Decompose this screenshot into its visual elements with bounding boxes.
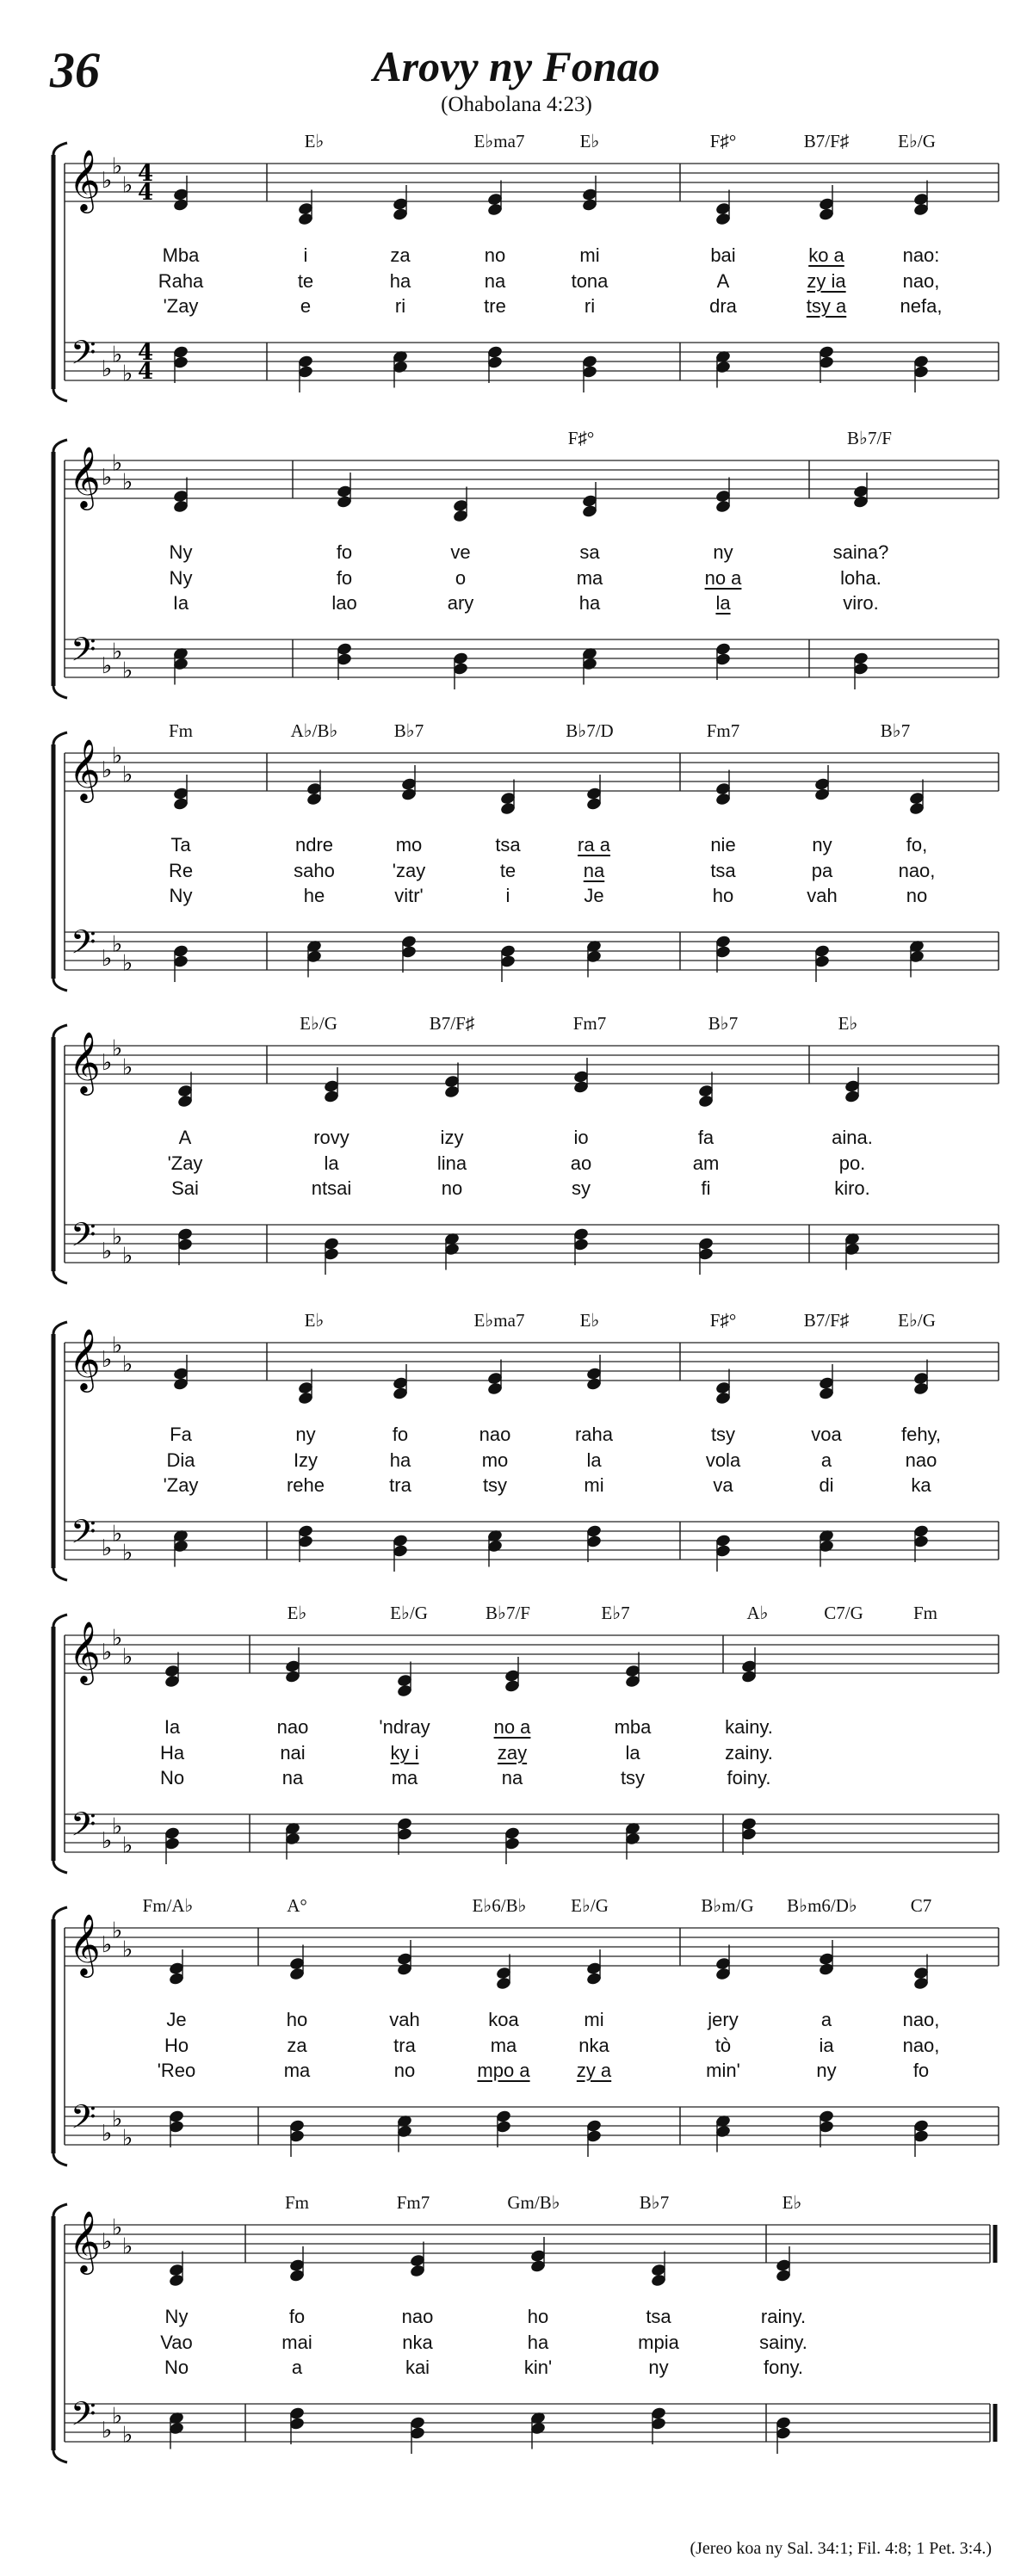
svg-text:♭: ♭: [112, 1521, 123, 1547]
svg-text:♭: ♭: [102, 946, 113, 972]
lyric-syllable: tra: [389, 1474, 411, 1496]
lyric-syllable: fony.: [763, 2357, 804, 2378]
lyric-syllable: no a: [493, 1716, 531, 1738]
chord-symbol: E♭6/B♭: [472, 1895, 527, 1916]
chord-symbol: Fm7: [706, 720, 740, 741]
svg-text:♭: ♭: [102, 2121, 113, 2147]
lyric-syllable: vah: [807, 885, 838, 906]
staff-lines: [0, 719, 1033, 1003]
svg-text:𝄞: 𝄞: [69, 2209, 101, 2272]
chord-symbol: Fm/A♭: [142, 1895, 194, 1916]
chord-symbol: A♭: [746, 1603, 769, 1623]
svg-text:𝄢: 𝄢: [71, 1805, 96, 1851]
lyric-syllable: na: [583, 860, 605, 881]
chord-symbol: Gm/B♭: [507, 2192, 560, 2213]
music-system-6: [0, 1601, 1033, 1885]
chord-symbol: E♭7: [601, 1603, 630, 1623]
chord-symbol: E♭/G: [300, 1013, 337, 1034]
chord-symbol: B♭7: [639, 2192, 670, 2213]
chord-symbol: E♭: [782, 2192, 802, 2213]
lyric-syllable: ny: [648, 2357, 669, 2378]
lyric-syllable: mai: [281, 2332, 312, 2353]
lyric-syllable: am: [692, 1152, 720, 1174]
lyric-syllable: la: [324, 1152, 339, 1174]
lyric-syllable: 'Zay: [167, 1152, 203, 1174]
chord-symbol: Fm: [168, 720, 194, 741]
chord-symbol: B♭7: [880, 720, 911, 741]
lyric-syllable: lina: [436, 1152, 467, 1174]
lyric-syllable: Ta: [170, 834, 191, 856]
lyric-syllable: zay: [497, 1742, 528, 1764]
lyric-syllable: ko a: [808, 244, 844, 266]
svg-text:♭: ♭: [112, 1625, 123, 1652]
chord-symbol: B♭7/D: [566, 720, 614, 741]
lyric-syllable: mpia: [638, 2332, 679, 2353]
svg-text:♭: ♭: [102, 465, 113, 491]
lyric-syllable: ve: [450, 541, 471, 563]
lyric-syllable: No: [159, 1767, 185, 1788]
lyric-syllable: Ny: [164, 2306, 189, 2327]
lyric-syllable: ha: [389, 270, 411, 292]
lyric-syllable: za: [287, 2035, 307, 2056]
svg-text:𝄢: 𝄢: [71, 2097, 96, 2144]
staff-lines: [0, 2190, 1033, 2474]
lyric-syllable: saho: [294, 860, 335, 881]
lyric-syllable: mpo a: [477, 2060, 530, 2081]
chord-symbol: Fm7: [396, 2192, 430, 2213]
lyric-syllable: Ny: [169, 541, 193, 563]
lyric-syllable: pa: [811, 860, 833, 881]
lyric-syllable: Ia: [164, 1716, 181, 1738]
lyric-syllable: ny: [713, 541, 733, 563]
svg-text:𝄢: 𝄢: [71, 2394, 96, 2441]
lyric-syllable: zainy.: [725, 1742, 773, 1764]
lyric-syllable: fo: [288, 2306, 306, 2327]
lyric-syllable: lao: [331, 592, 357, 614]
svg-text:𝄞: 𝄞: [69, 445, 101, 508]
svg-text:♭: ♭: [122, 2125, 133, 2152]
lyric-syllable: izy: [440, 1127, 464, 1148]
lyric-syllable: ka: [911, 1474, 931, 1496]
lyric-syllable: tsy: [620, 1767, 646, 1788]
svg-text:𝄢: 𝄢: [71, 630, 96, 676]
lyric-syllable: A: [178, 1127, 192, 1148]
chord-symbol: F♯°: [567, 428, 595, 448]
svg-text:𝄢: 𝄢: [71, 923, 96, 969]
chord-symbol: E♭: [287, 1603, 307, 1623]
lyric-syllable: po.: [838, 1152, 866, 1174]
lyric-syllable: e: [300, 295, 312, 317]
staff-lines: [0, 1011, 1033, 1295]
music-system-5: [0, 1308, 1033, 1592]
lyric-syllable: Raha: [158, 270, 204, 292]
svg-text:♭: ♭: [112, 1035, 123, 1062]
lyric-syllable: sa: [579, 541, 600, 563]
svg-text:♭: ♭: [102, 168, 113, 194]
lyric-syllable: Je: [584, 885, 604, 906]
chord-symbol: E♭: [838, 1013, 858, 1034]
svg-text:♭: ♭: [122, 2422, 133, 2449]
svg-text:𝄞: 𝄞: [69, 1620, 101, 1683]
chord-symbol: E♭/G: [898, 131, 936, 151]
lyric-syllable: tona: [571, 270, 609, 292]
lyric-syllable: ra a: [578, 834, 610, 856]
chord-symbol: B7/F♯: [429, 1013, 475, 1034]
svg-text:4: 4: [138, 359, 154, 385]
chord-symbol: A♭/B♭: [290, 720, 338, 741]
svg-text:♭: ♭: [112, 1332, 123, 1359]
lyric-syllable: nao:: [902, 244, 940, 266]
lyric-syllable: Je: [166, 2009, 187, 2030]
lyric-syllable: tsy: [710, 1424, 736, 1445]
lyric-syllable: ma: [283, 2060, 311, 2081]
lyric-syllable: 'Reo: [157, 2060, 196, 2081]
lyric-syllable: voa: [811, 1424, 842, 1445]
lyric-syllable: Fa: [170, 1424, 192, 1445]
chord-symbol: B♭7: [393, 720, 424, 741]
svg-text:♭: ♭: [112, 1918, 123, 1944]
svg-text:♭: ♭: [102, 1932, 113, 1958]
lyric-syllable: kainy.: [725, 1716, 773, 1738]
lyric-syllable: tsa: [710, 860, 736, 881]
lyric-syllable: tsa: [646, 2306, 671, 2327]
lyric-syllable: Mba: [162, 244, 200, 266]
staff-lines: [0, 129, 1033, 413]
lyric-syllable: nka: [402, 2332, 433, 2353]
chord-symbol: F♯°: [709, 1310, 737, 1331]
svg-text:♭: ♭: [122, 1054, 133, 1081]
svg-text:♭: ♭: [122, 1540, 133, 1566]
svg-text:♭: ♭: [112, 1224, 123, 1251]
svg-text:♭: ♭: [112, 153, 123, 180]
svg-text:♭: ♭: [122, 1832, 133, 1859]
svg-text:𝄢: 𝄢: [71, 333, 96, 380]
svg-text:♭: ♭: [102, 2418, 113, 2443]
lyric-syllable: Ia: [172, 592, 189, 614]
staff-lines: [0, 1308, 1033, 1592]
lyric-syllable: tsa: [495, 834, 521, 856]
svg-text:♭: ♭: [122, 658, 133, 684]
lyric-syllable: tò: [714, 2035, 732, 2056]
lyric-syllable: ny: [812, 834, 832, 856]
lyric-syllable: fo: [336, 541, 353, 563]
lyric-syllable: nao: [401, 2306, 434, 2327]
lyric-syllable: ri: [394, 295, 406, 317]
lyric-syllable: o: [455, 567, 467, 589]
svg-text:♭: ♭: [102, 757, 113, 783]
svg-text:♭: ♭: [102, 1640, 113, 1665]
svg-text:♭: ♭: [112, 2106, 123, 2133]
svg-text:𝄢: 𝄢: [71, 1512, 96, 1559]
music-system-4: [0, 1011, 1033, 1295]
svg-text:4: 4: [138, 340, 154, 366]
lyric-syllable: ny: [816, 2060, 837, 2081]
lyric-syllable: rovy: [313, 1127, 349, 1148]
lyric-syllable: fa: [697, 1127, 714, 1148]
lyric-syllable: tre: [484, 295, 506, 317]
svg-text:𝄢: 𝄢: [71, 1215, 96, 1262]
chord-symbol: E♭ma7: [473, 1310, 525, 1331]
chord-symbol: E♭/G: [898, 1310, 936, 1331]
lyric-syllable: ao: [570, 1152, 592, 1174]
svg-text:♭: ♭: [122, 2233, 133, 2260]
lyric-syllable: Sai: [171, 1177, 199, 1199]
lyric-syllable: nao: [479, 1424, 511, 1445]
lyric-syllable: mo: [395, 834, 423, 856]
lyric-syllable: rehe: [286, 1474, 325, 1496]
music-system-1: [0, 129, 1033, 413]
svg-text:♭: ♭: [102, 1828, 113, 1854]
lyric-syllable: i: [505, 885, 510, 906]
svg-text:𝄞: 𝄞: [69, 148, 101, 211]
lyric-syllable: tsy: [482, 1474, 508, 1496]
lyric-syllable: na: [501, 1767, 523, 1788]
chord-symbol: E♭/G: [390, 1603, 428, 1623]
lyric-syllable: ma: [391, 1767, 418, 1788]
lyric-syllable: ha: [527, 2332, 549, 2353]
lyric-syllable: ary: [447, 592, 474, 614]
lyric-syllable: fo: [912, 2060, 930, 2081]
lyric-syllable: Izy: [293, 1449, 319, 1471]
music-system-3: [0, 719, 1033, 1003]
lyric-syllable: min': [706, 2060, 740, 2081]
lyric-syllable: la: [715, 592, 731, 614]
lyric-syllable: no: [441, 1177, 463, 1199]
chord-symbol: B7/F♯: [803, 131, 850, 151]
lyric-syllable: a: [291, 2357, 303, 2378]
footnote: (Jereo koa ny Sal. 34:1; Fil. 4:8; 1 Pet. 3:4.): [690, 2539, 992, 2558]
lyric-syllable: io: [573, 1127, 589, 1148]
chord-symbol: E♭: [579, 1310, 600, 1331]
svg-text:♭: ♭: [102, 2229, 113, 2255]
lyric-syllable: na: [281, 1767, 304, 1788]
lyric-syllable: nka: [578, 2035, 609, 2056]
lyric-syllable: kin': [523, 2357, 553, 2378]
svg-text:𝄞: 𝄞: [69, 1912, 101, 1975]
svg-text:𝄞: 𝄞: [69, 1327, 101, 1390]
svg-text:4: 4: [138, 180, 154, 206]
chord-symbol: B♭7/F: [486, 1603, 530, 1623]
svg-text:♭: ♭: [112, 450, 123, 477]
chord-symbol: B♭7: [708, 1013, 739, 1034]
lyric-syllable: ho: [712, 885, 734, 906]
svg-text:♭: ♭: [122, 469, 133, 496]
lyric-syllable: Ny: [169, 567, 193, 589]
lyric-syllable: ia: [819, 2035, 834, 2056]
lyric-syllable: viro.: [843, 592, 879, 614]
chord-symbol: E♭: [304, 1310, 325, 1331]
lyric-syllable: kai: [405, 2357, 430, 2378]
lyric-syllable: di: [819, 1474, 834, 1496]
svg-text:𝄞: 𝄞: [69, 738, 101, 800]
chord-symbol: E♭ma7: [473, 131, 525, 151]
lyric-syllable: 'Zay: [163, 1474, 199, 1496]
lyric-syllable: kiro.: [834, 1177, 870, 1199]
lyric-syllable: mi: [579, 244, 600, 266]
lyric-syllable: te: [499, 860, 516, 881]
chord-symbol: E♭: [304, 131, 325, 151]
lyric-syllable: na: [484, 270, 506, 292]
chord-symbol: B♭m/G: [701, 1895, 754, 1916]
chord-symbol: E♭/G: [571, 1895, 609, 1916]
lyric-syllable: te: [297, 270, 314, 292]
svg-text:♭: ♭: [102, 1347, 113, 1373]
svg-text:♭: ♭: [122, 1937, 133, 1963]
chord-symbol: B♭m6/D♭: [787, 1895, 857, 1916]
lyric-syllable: rainy.: [760, 2306, 807, 2327]
svg-text:♭: ♭: [122, 172, 133, 199]
lyric-syllable: nie: [710, 834, 736, 856]
chord-symbol: B7/F♯: [803, 1310, 850, 1331]
lyric-syllable: nao,: [898, 860, 936, 881]
chord-symbol: A°: [287, 1895, 307, 1916]
lyric-syllable: tra: [393, 2035, 416, 2056]
lyric-syllable: no: [906, 885, 928, 906]
lyric-syllable: ha: [578, 592, 601, 614]
lyric-syllable: koa: [488, 2009, 519, 2030]
lyric-syllable: nao,: [902, 270, 940, 292]
svg-text:♭: ♭: [102, 356, 113, 382]
svg-text:♭: ♭: [112, 2403, 123, 2430]
svg-text:♭: ♭: [112, 931, 123, 958]
lyric-syllable: raha: [574, 1424, 614, 1445]
svg-text:♭: ♭: [122, 1243, 133, 1269]
lyric-syllable: Vao: [160, 2332, 193, 2353]
chord-symbol: Fm: [284, 2192, 310, 2213]
lyric-syllable: mba: [614, 1716, 652, 1738]
lyric-syllable: foiny.: [727, 1767, 771, 1788]
music-system-7: [0, 1893, 1033, 2178]
chord-symbol: Fm: [912, 1603, 938, 1623]
lyric-syllable: Ha: [159, 1742, 185, 1764]
svg-text:♭: ♭: [112, 342, 123, 368]
music-system-2: [0, 426, 1033, 710]
lyric-syllable: i: [303, 244, 308, 266]
lyric-syllable: Re: [168, 860, 194, 881]
chord-symbol: E♭: [579, 131, 600, 151]
svg-text:♭: ♭: [112, 743, 123, 769]
lyric-syllable: no: [484, 244, 506, 266]
lyric-syllable: vah: [389, 2009, 420, 2030]
lyric-syllable: 'ndray: [379, 1716, 430, 1738]
lyric-syllable: 'zay: [392, 860, 426, 881]
lyric-syllable: nao: [276, 1716, 309, 1738]
lyric-syllable: vola: [705, 1449, 741, 1471]
lyric-syllable: sy: [572, 1177, 591, 1199]
lyric-syllable: mi: [584, 1474, 604, 1496]
lyric-syllable: fo,: [906, 834, 928, 856]
lyric-syllable: ntsai: [311, 1177, 352, 1199]
lyric-syllable: la: [625, 1742, 640, 1764]
lyric-syllable: fehy,: [900, 1424, 942, 1445]
chord-symbol: B♭7/F: [847, 428, 892, 448]
lyric-syllable: No: [164, 2357, 189, 2378]
lyric-syllable: ri: [584, 295, 596, 317]
lyric-syllable: la: [586, 1449, 602, 1471]
lyric-syllable: ny: [295, 1424, 316, 1445]
lyric-syllable: jery: [708, 2009, 739, 2030]
chord-symbol: Fm7: [572, 1013, 607, 1034]
lyric-syllable: ho: [286, 2009, 308, 2030]
lyric-syllable: bai: [710, 244, 736, 266]
lyric-syllable: Ho: [164, 2035, 189, 2056]
lyric-syllable: no: [393, 2060, 416, 2081]
chord-symbol: F♯°: [709, 131, 737, 151]
lyric-syllable: nefa,: [900, 295, 943, 317]
lyric-syllable: fi: [701, 1177, 711, 1199]
lyric-syllable: a: [820, 1449, 832, 1471]
hymn-number: 36: [50, 42, 100, 98]
lyric-syllable: va: [713, 1474, 733, 1496]
lyric-syllable: fo: [392, 1424, 409, 1445]
svg-text:♭: ♭: [122, 1644, 133, 1671]
lyric-syllable: nao,: [902, 2009, 940, 2030]
lyric-syllable: ndre: [294, 834, 334, 856]
chord-symbol: C7/G: [824, 1603, 863, 1623]
music-system-8: [0, 2190, 1033, 2474]
hymn-title: Arovy ny Fonao: [373, 42, 660, 90]
lyric-syllable: zy ia: [807, 270, 846, 292]
lyric-syllable: nai: [280, 1742, 306, 1764]
lyric-syllable: aina.: [832, 1127, 873, 1148]
chord-symbol: C7: [910, 1895, 932, 1916]
lyric-syllable: ho: [527, 2306, 549, 2327]
svg-text:♭: ♭: [102, 1239, 113, 1264]
lyric-syllable: zy a: [576, 2060, 612, 2081]
lyric-syllable: A: [716, 270, 730, 292]
lyric-syllable: ma: [490, 2035, 517, 2056]
lyric-syllable: sainy.: [759, 2332, 807, 2353]
svg-text:♭: ♭: [112, 2215, 123, 2241]
svg-text:♭: ♭: [122, 762, 133, 788]
svg-text:♭: ♭: [102, 1050, 113, 1076]
lyric-syllable: a: [820, 2009, 832, 2030]
lyric-syllable: Dia: [166, 1449, 195, 1471]
scripture-reference: (Ohabolana 4:23): [441, 93, 592, 116]
lyric-syllable: fo: [336, 567, 353, 589]
lyric-syllable: za: [390, 244, 411, 266]
lyric-syllable: vitr': [394, 885, 424, 906]
svg-text:𝄞: 𝄞: [69, 1030, 101, 1093]
svg-text:♭: ♭: [112, 639, 123, 665]
svg-text:♭: ♭: [102, 1535, 113, 1561]
svg-text:♭: ♭: [122, 950, 133, 977]
lyric-syllable: nao,: [902, 2035, 940, 2056]
svg-text:♭: ♭: [122, 1351, 133, 1378]
svg-text:♭: ♭: [112, 1813, 123, 1840]
lyric-syllable: dra: [709, 295, 737, 317]
svg-text:♭: ♭: [122, 361, 133, 387]
svg-text:♭: ♭: [102, 653, 113, 679]
lyric-syllable: mi: [584, 2009, 604, 2030]
lyric-syllable: Ny: [169, 885, 193, 906]
lyric-syllable: saina?: [832, 541, 889, 563]
lyric-syllable: 'Zay: [163, 295, 199, 317]
lyric-syllable: ha: [389, 1449, 411, 1471]
lyric-syllable: loha.: [840, 567, 881, 589]
lyric-syllable: ma: [576, 567, 603, 589]
svg-text:4: 4: [138, 161, 154, 187]
lyric-syllable: nao: [905, 1449, 937, 1471]
lyric-syllable: ky i: [390, 1742, 419, 1764]
lyric-syllable: he: [303, 885, 325, 906]
lyric-syllable: mo: [481, 1449, 509, 1471]
lyric-syllable: tsy a: [806, 295, 847, 317]
lyric-syllable: no a: [704, 567, 742, 589]
